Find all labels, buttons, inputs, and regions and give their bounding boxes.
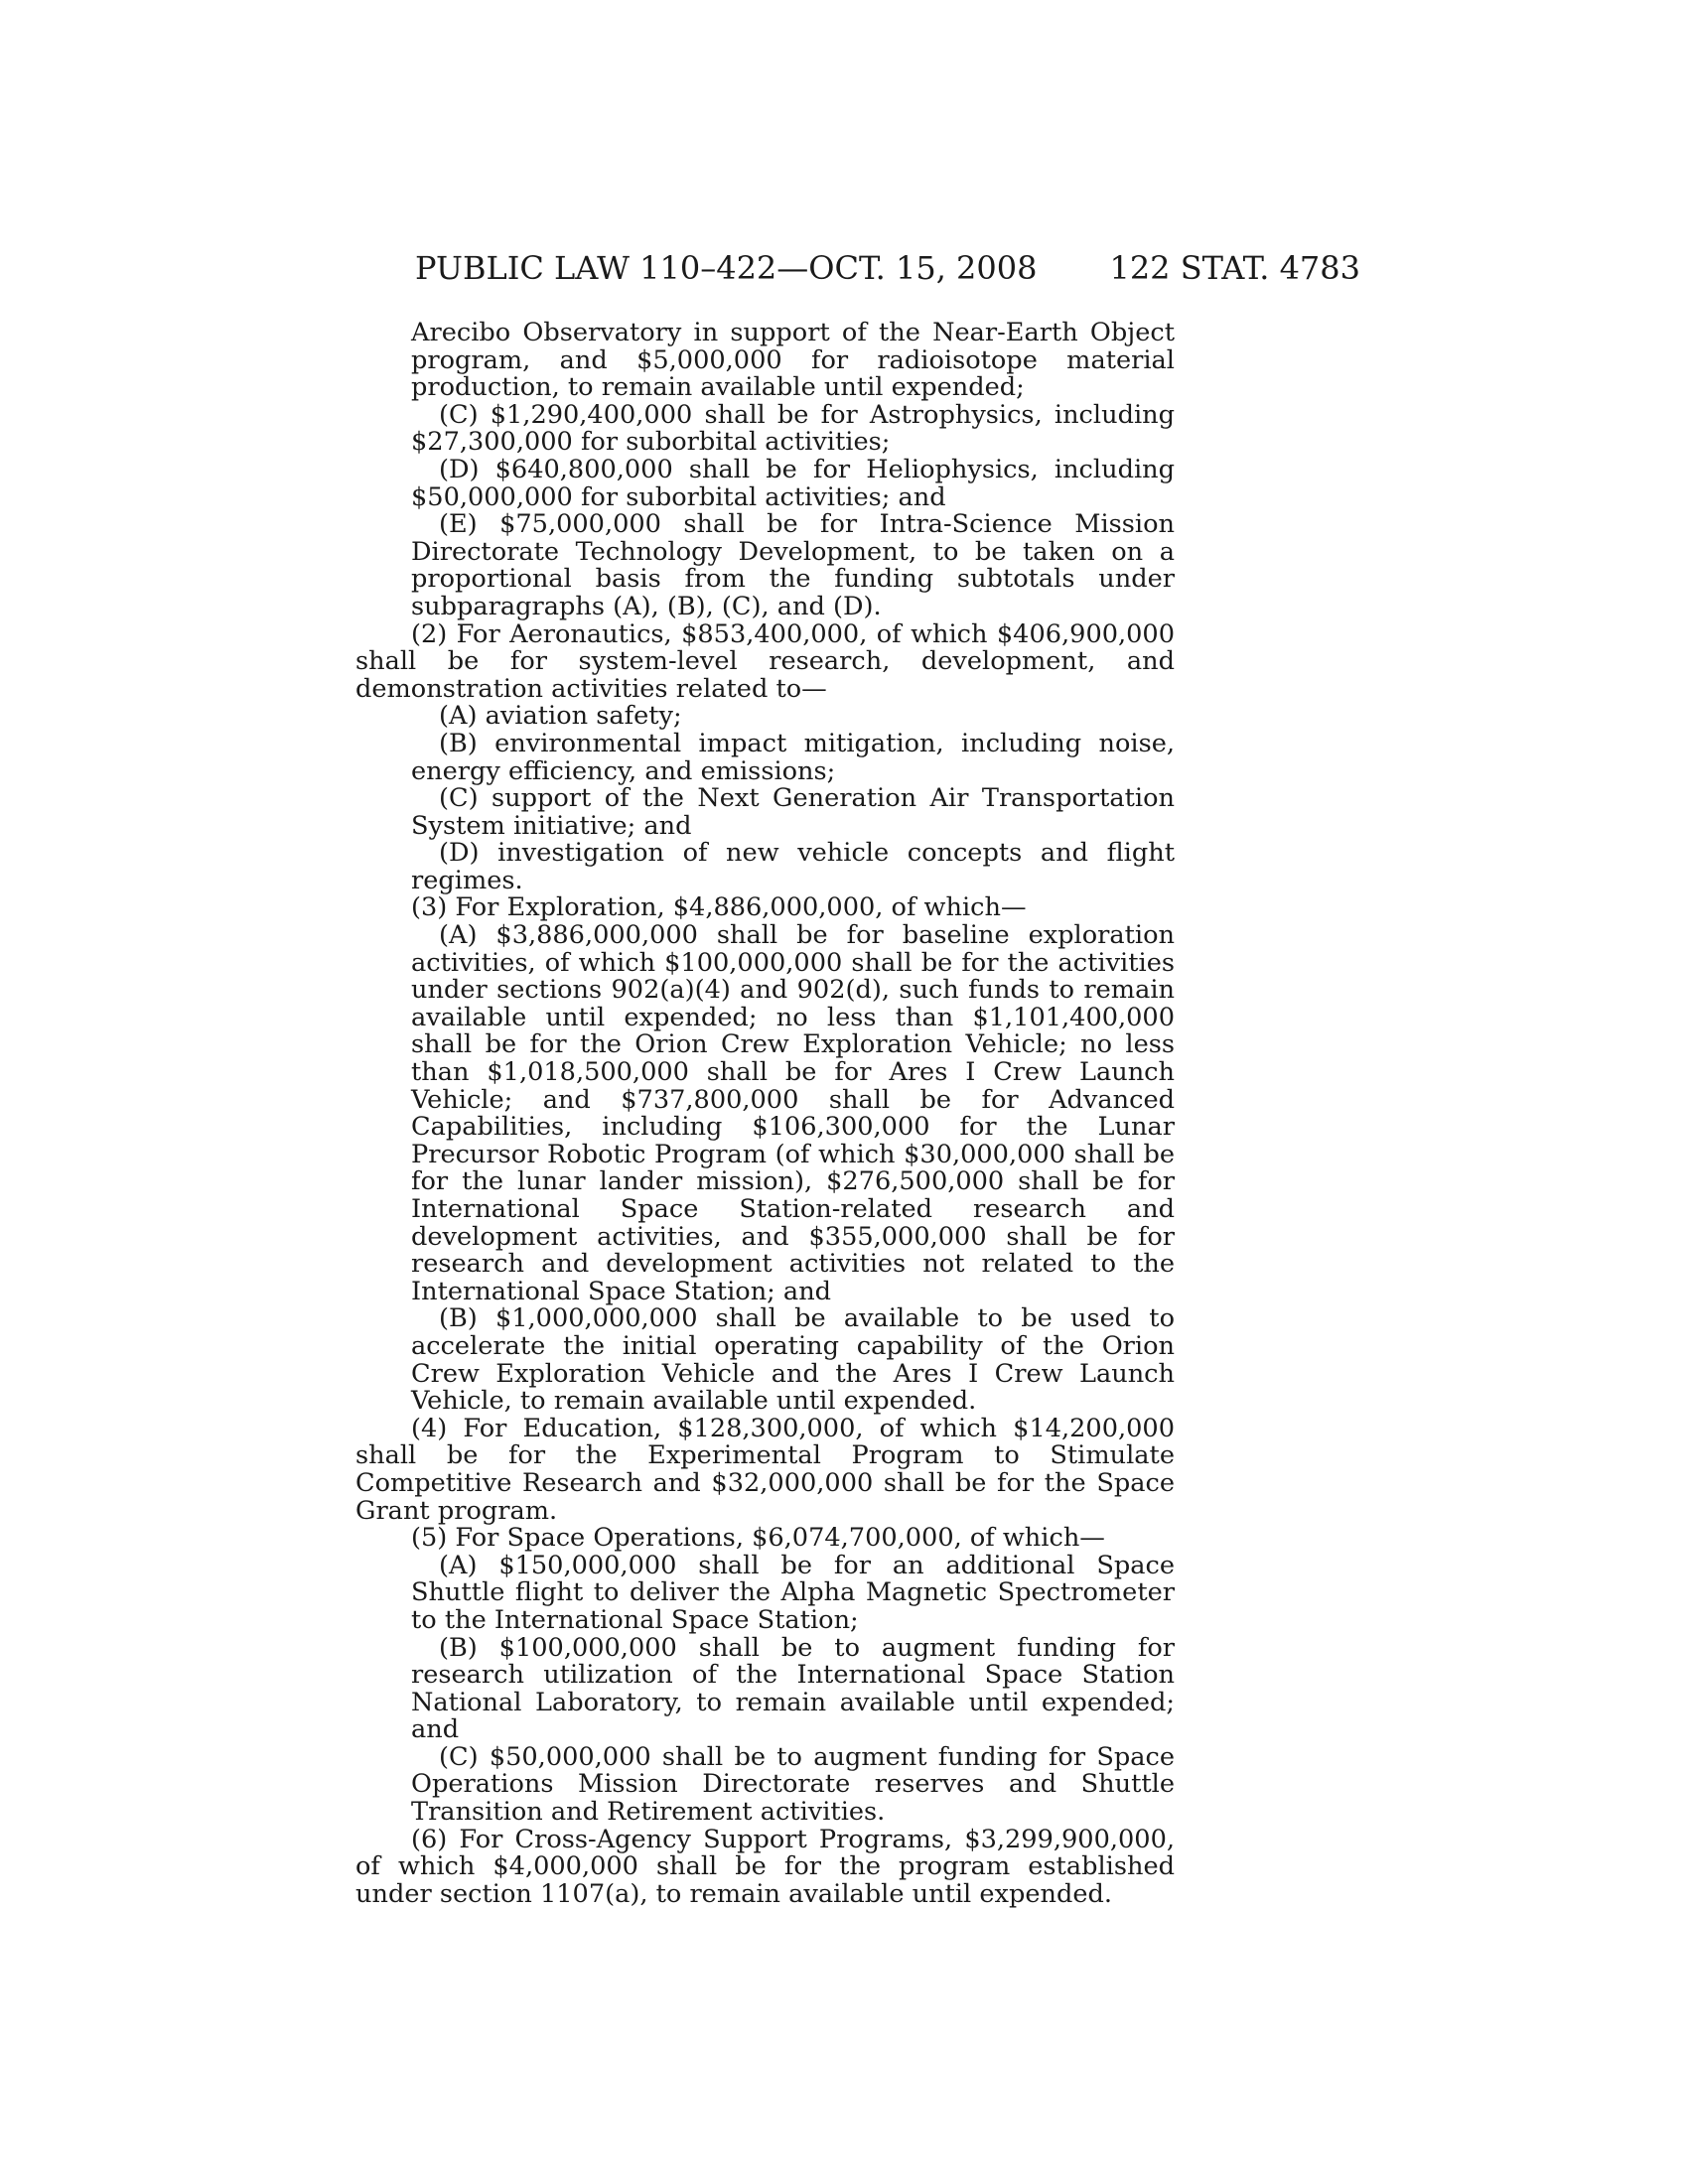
paragraph: (A) aviation safety; [439,701,682,732]
paragraph: (5) For Space Operations, $6,074,700,000, of which— [411,1523,1105,1554]
header-title: PUBLIC LAW 110–422—OCT. 15, 2008 [415,249,1038,287]
header-page-number: 122 STAT. 4783 [1109,249,1360,287]
paragraph: (4) For Education, $128,300,000, of which $14,200,000 shall be for the Experimental Program to Stimulate Competitive Research and $32,000,000 shall be for the Space Grant program. [355,1413,1175,1526]
paragraph: (2) For Aeronautics, $853,400,000, of which $406,900,000 shall be for system-level research, development, and demonstration activities related to— [355,618,1175,704]
paragraph: (D) $640,800,000 shall be for Heliophysics, including $50,000,000 for suborbital activities; and [411,454,1175,512]
paragraph: (C) support of the Next Generation Air Transportation System initiative; and [411,783,1175,841]
paragraph: (B) $100,000,000 shall be to augment funding for research utilization of the International Space Station National Laboratory, to remain available until expended; and [411,1632,1175,1745]
paragraph: (D) investigation of new vehicle concepts and flight regimes. [411,838,1175,895]
paragraph: Arecibo Observatory in support of the Near-Earth Object program, and $5,000,000 for radioisotope material production, to remain available until expended; [411,318,1175,403]
paragraph: (C) $50,000,000 shall be to augment funding for Space Operations Mission Directorate reserves and Shuttle Transition and Retirement activities. [411,1741,1175,1828]
paragraph: (6) For Cross-Agency Support Programs, $3,299,900,000, of which $4,000,000 shall be for the program established under section 1107(a), to remain available until expended. [355,1824,1175,1909]
paragraph: (E) $75,000,000 shall be for Intra-Science Mission Directorate Technology Development, to be taken on a proportional basis from the funding subtotals under subparagraphs (A), (B), (C), and (D). [411,509,1175,621]
running-header [415,246,1360,290]
paragraph: (3) For Exploration, $4,886,000,000, of which— [411,892,1027,923]
paragraph: (A) $150,000,000 shall be for an additional Space Shuttle flight to deliver the Alpha Magnetic Spectrometer to the International Space Station; [411,1550,1175,1635]
paragraph: (C) $1,290,400,000 shall be for Astrophysics, including $27,300,000 for suborbital activities; [411,399,1175,458]
paragraph: (B) environmental impact mitigation, including noise, energy efficiency, and emissions; [411,728,1175,786]
paragraph: (B) $1,000,000,000 shall be available to be used to accelerate the initial operating capability of the Orion Crew Exploration Vehicle and the Ares I Crew Launch Vehicle, to remain available until expended. [411,1303,1175,1417]
body-text [355,320,1175,1908]
paragraph: (A) $3,886,000,000 shall be for baseline exploration activities, of which $100,000,000 shall be for the activities under sections 902(a)(4) and 902(d), such funds to remain available until expended; no less than $1,101,400,000 shall be for the Orion Crew Exploration Vehicle; no less than $1,018,500,000 shall be for Ares I Crew Launch Vehicle; and $737,800,000 shall be for Advanced Capabilities, including $106,300,000 for the Lunar Precursor Robotic Program (of which $30,000,000 shall be for the lunar lander mission), $276,500,000 shall be for International Space Station-related research and development activities, and $355,000,000 shall be for research and development activities not related to the International Space Station; and [411,920,1175,1306]
